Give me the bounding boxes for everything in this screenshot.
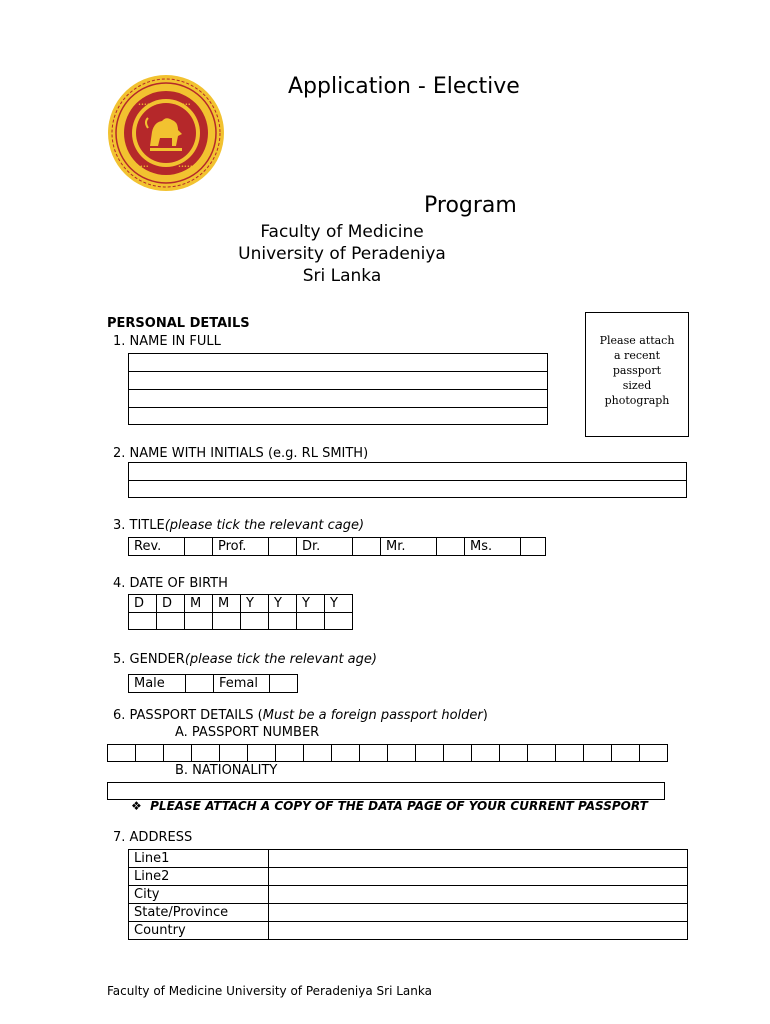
title-checkbox-dr[interactable] [353,538,381,556]
university-name: University of Peradeniya [238,244,446,264]
q3-hint: (please tick the relevant cage) [164,518,365,533]
dob-input-m1[interactable] [185,613,213,630]
svg-text:•••••: ••••• [178,164,193,170]
address-label-line1: Line1 [129,850,269,868]
passport-number-label: A. PASSPORT NUMBER [175,725,320,740]
university-seal-logo [106,72,226,194]
address-label-state: State/Province [129,904,269,922]
initials-line-2[interactable] [128,480,687,498]
dob-header-y1: Y [241,595,269,613]
nationality-input[interactable] [107,782,665,800]
full-name-line-2[interactable] [128,371,548,390]
passport-cell-2[interactable] [136,745,164,762]
passport-cell-13[interactable] [444,745,472,762]
passport-cell-6[interactable] [248,745,276,762]
dob-input-y3[interactable] [297,613,325,630]
address-input-state[interactable] [269,904,688,922]
address-table [128,849,688,940]
title-checkbox-prof[interactable] [269,538,297,556]
dob-header-y3: Y [297,595,325,613]
form-title: Application - Elective [288,74,520,99]
title-checkbox-rev[interactable] [185,538,213,556]
passport-cell-11[interactable] [388,745,416,762]
faculty-name: Faculty of Medicine [260,222,424,242]
passport-cell-3[interactable] [164,745,192,762]
passport-number-grid [107,744,668,762]
dob-header-m2: M [213,595,241,613]
full-name-line-4[interactable] [128,407,548,425]
title-option-rev: Rev. [129,538,185,556]
address-input-line1[interactable] [269,850,688,868]
passport-cell-10[interactable] [360,745,388,762]
title-checkbox-ms[interactable] [521,538,546,556]
title-option-mr: Mr. [381,538,437,556]
q6-hint: Must be a foreign passport holder [262,708,483,723]
title-option-ms: Ms. [465,538,521,556]
dob-header-y4: Y [325,595,353,613]
svg-text:•••••: ••••• [176,102,191,108]
photo-box-text-3: passport [612,364,662,377]
photo-box[interactable] [585,312,689,437]
svg-text:•••••: ••••• [138,102,153,108]
q5-label [113,652,377,667]
q5-label-text: 5. GENDER [113,652,185,667]
passport-cell-1[interactable] [108,745,136,762]
q1-label: 1. NAME IN FULL [113,334,221,349]
q5-hint: (please tick the relevant age) [184,652,377,667]
q3-label-text: 3. TITLE [113,518,165,533]
diamond-bullet-icon: ❖ [131,799,142,813]
photo-box-text-5: photograph [604,394,670,407]
dob-header-d2: D [157,595,185,613]
address-label-city: City [129,886,269,904]
dob-input-y2[interactable] [269,613,297,630]
passport-cell-19[interactable] [612,745,640,762]
dob-header-d1: D [129,595,157,613]
nationality-label: B. NATIONALITY [175,763,278,778]
q6-label-text: 6. PASSPORT DETAILS ( [113,708,263,723]
passport-cell-8[interactable] [304,745,332,762]
title-checkbox-mr[interactable] [437,538,465,556]
address-label-country: Country [129,922,269,940]
gender-checkbox-female[interactable] [270,675,298,693]
initials-line-1[interactable] [128,462,687,481]
dob-input-m2[interactable] [213,613,241,630]
photo-box-text-4: sized [622,379,652,392]
dob-input-y1[interactable] [241,613,269,630]
dob-input-y4[interactable] [325,613,353,630]
address-input-city[interactable] [269,886,688,904]
svg-text:•••••: ••••• [134,164,149,170]
photo-box-text-2: a recent [614,349,660,362]
passport-cell-16[interactable] [528,745,556,762]
dob-input-d2[interactable] [157,613,185,630]
full-name-line-3[interactable] [128,389,548,408]
q3-label [113,518,364,533]
gender-option-female: Femal [214,675,270,693]
dob-header-y2: Y [269,595,297,613]
passport-cell-5[interactable] [220,745,248,762]
q7-label: 7. ADDRESS [113,830,193,845]
page-footer: Faculty of Medicine University of Peradeniya Sri Lanka [107,984,432,998]
passport-cell-4[interactable] [192,745,220,762]
passport-cell-14[interactable] [472,745,500,762]
address-input-country[interactable] [269,922,688,940]
dob-grid [128,594,353,630]
passport-note-text: PLEASE ATTACH A COPY OF THE DATA PAGE OF YOUR CURRENT PASSPORT [150,799,648,813]
full-name-line-1[interactable] [128,353,548,372]
photo-box-text-1: Please attach [599,334,675,347]
dob-input-d1[interactable] [129,613,157,630]
passport-cell-7[interactable] [276,745,304,762]
address-input-line2[interactable] [269,868,688,886]
title-option-prof: Prof. [213,538,269,556]
q6-label-end: ) [482,708,488,723]
passport-cell-17[interactable] [556,745,584,762]
passport-cell-12[interactable] [416,745,444,762]
q4-label: 4. DATE OF BIRTH [113,576,228,591]
passport-cell-20[interactable] [640,745,668,762]
passport-cell-18[interactable] [584,745,612,762]
passport-cell-15[interactable] [500,745,528,762]
gender-checkbox-male[interactable] [186,675,214,693]
gender-options [128,674,298,693]
title-option-dr: Dr. [297,538,353,556]
section-title: PERSONAL DETAILS [107,316,250,331]
q2-label: 2. NAME WITH INITIALS (e.g. RL SMITH) [113,446,369,461]
q6-label [113,708,488,723]
country-name: Sri Lanka [302,266,382,286]
passport-note [131,799,648,813]
form-title-line2: Program [424,193,517,218]
address-label-line2: Line2 [129,868,269,886]
gender-option-male: Male [129,675,186,693]
dob-header-m1: M [185,595,213,613]
title-options [128,537,546,556]
passport-cell-9[interactable] [332,745,360,762]
